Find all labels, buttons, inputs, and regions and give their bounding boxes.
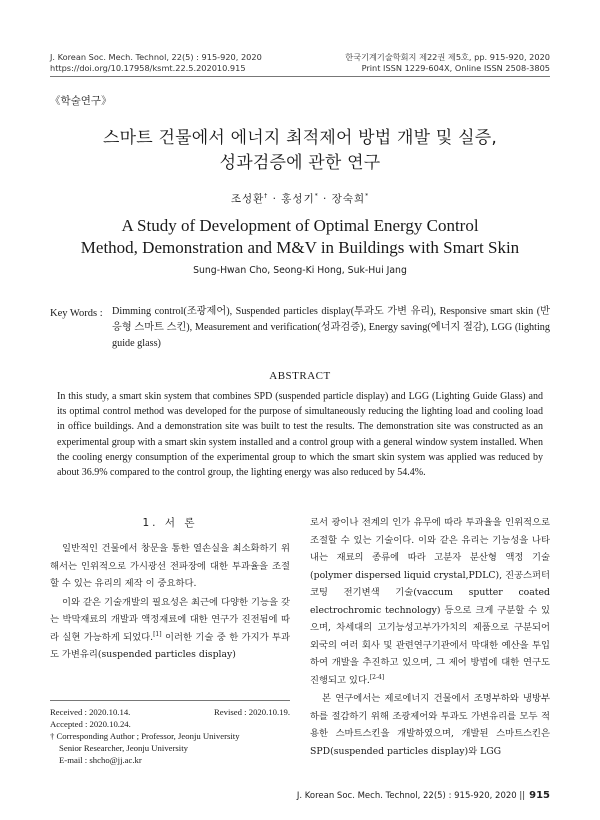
author-3-mark: *: [365, 192, 370, 200]
title-english-line1: A Study of Development of Optimal Energy Control: [121, 216, 479, 235]
journal-citation-ko: 한국기계기술학회지 제22권 제5호, pp. 915-920, 2020: [345, 52, 550, 62]
journal-header-left: [50, 52, 262, 74]
keywords-text: Dimming control(조광제어), Suspended particles display(투과도 가변 유리), Responsive smart skin (반응형 스마트 스킨), Measurement and verification(성과검증), Energy saving(에너지 절감), LGG (lighting guide glass): [112, 306, 550, 349]
paragraph-text: 이러한 기술 중 한 가지가 투과도 가변유리(suspended particles display): [50, 631, 290, 660]
paragraph: [50, 594, 290, 664]
article-notes: [50, 706, 290, 766]
reference-mark: [1]: [153, 630, 162, 638]
author-2-mark: *: [314, 192, 319, 200]
body-column-right: [310, 514, 550, 760]
journal-citation: J. Korean Soc. Mech. Technol, 22(5) : 915-920, 2020: [50, 52, 262, 62]
author-email: E-mail : shcho@jj.ac.kr: [59, 755, 142, 765]
received-date: Received : 2020.10.14.: [50, 707, 131, 717]
title-english-line2: Method, Demonstration and M&V in Buildings with Smart Skin: [80, 238, 520, 257]
title-korean-line2: 성과검증에 관한 연구: [219, 153, 381, 173]
author-2: 홍성기: [281, 193, 315, 205]
header-divider: [50, 76, 550, 77]
paragraph: 본 연구에서는 제로에너지 건물에서 조명부하와 냉방부하를 절감하기 위해 조광제어와 투과도 가변유리를 모두 적용한 스마트스킨을 개발하였으며, 개발된 스마트스킨은 SPD(suspended particles display)와 LGG: [310, 693, 550, 757]
doi-link[interactable]: https://doi.org/10.17958/ksmt.22.5.202010.915: [50, 63, 246, 73]
dates-row: [50, 706, 290, 718]
paragraph: 일반적인 건물에서 창문을 통한 열손실을 최소화하기 위해서는 인위적으로 가시광선 전파장에 대한 투과율을 조절할 수 있는 유리의 제작 이 중요하다.: [50, 543, 290, 589]
author-1: 조성환: [230, 193, 265, 205]
senior-researcher: Senior Researcher, Jeonju University: [59, 743, 188, 753]
paragraph-text: 이와 같은 기술개발의 필요성은 최근에 다양한 기능을 갖는 박막재료의 개발과 액정재료에 대한 연구가 진전됨에 따라 실현 가능하게 되었다.: [50, 596, 290, 643]
section-heading-introduction: 1. 서 론: [142, 517, 198, 529]
author-sep: ·: [268, 193, 282, 205]
page-footer: [297, 790, 550, 801]
page-number: 915: [529, 790, 550, 801]
reference-mark: [2-4]: [369, 673, 385, 681]
revised-date: Revised : 2020.10.19.: [213, 707, 290, 717]
footnote-divider: [50, 700, 290, 701]
title-korean: [40, 126, 560, 176]
authors-english: Sung-Hwan Cho, Seong-Ki Hong, Suk-Hui Jang: [193, 265, 407, 276]
abstract-body: In this study, a smart skin system that combines SPD (suspended particle display) and LGG (Lighting Guide Glass) and its optimal control method was developed for the purpose of simultaneously reducing the lighting load and cooling load in office buildings. And a demonstration site was built to test the results. The demonstration site was constructed as an experimental group with a smart skin system installed and a control group with a general window system installed. When the cooling energy consumption of the experimental group to which the smart skin system was applied was reduced by about 36.9% compared to the control group, the lighting energy was also reduced by 54.4%.: [57, 391, 543, 479]
article-category: 《학술연구》: [50, 95, 112, 107]
title-english: [30, 215, 570, 259]
issn-info: Print ISSN 1229-604X, Online ISSN 2508-3805: [361, 63, 550, 73]
footer-citation: J. Korean Soc. Mech. Technol, 22(5) : 915-920, 2020 ||: [296, 791, 526, 801]
title-korean-line1: 스마트 건물에서 에너지 최적제어 방법 개발 및 실증,: [103, 128, 497, 148]
author-1-mark: †: [264, 192, 269, 200]
paragraph: [310, 514, 550, 689]
author-sep: ·: [318, 193, 332, 205]
body-column-left: [50, 540, 290, 664]
paragraph-text: 로서 광이나 전계의 인가 유무에 따라 투과율을 인위적으로 조절할 수 있는 기술이다. 이와 같은 유리는 기능성을 나타내는 재료의 종류에 따라 고분자 분산형 액정 기술(polymer dispersed liquid crystal,PDLC), 진공스퍼터 코팅 전기변색 기술(vaccum sputter coated electrochromic technology) 등으로 크게 구분할 수 있으며, 차세대의 고기능성고부가가치의 제품으로 구분되어 외국의 여러 회사 및 관련연구기관에서 막대한 예산을 투입하여 개발을 추진하고 있으며, 그 제어 방법에 대한 연구도 진행되고 있다.: [310, 517, 550, 686]
keywords-label: Key Words :: [50, 308, 103, 319]
authors-korean: [40, 191, 560, 206]
author-3: 장숙희: [331, 193, 366, 205]
corresponding-author: † Corresponding Author ; Professor, Jeonju University: [50, 731, 240, 741]
journal-header-right: [345, 52, 550, 74]
accepted-date: Accepted : 2020.10.24.: [50, 719, 131, 729]
abstract-heading: ABSTRACT: [269, 370, 331, 382]
